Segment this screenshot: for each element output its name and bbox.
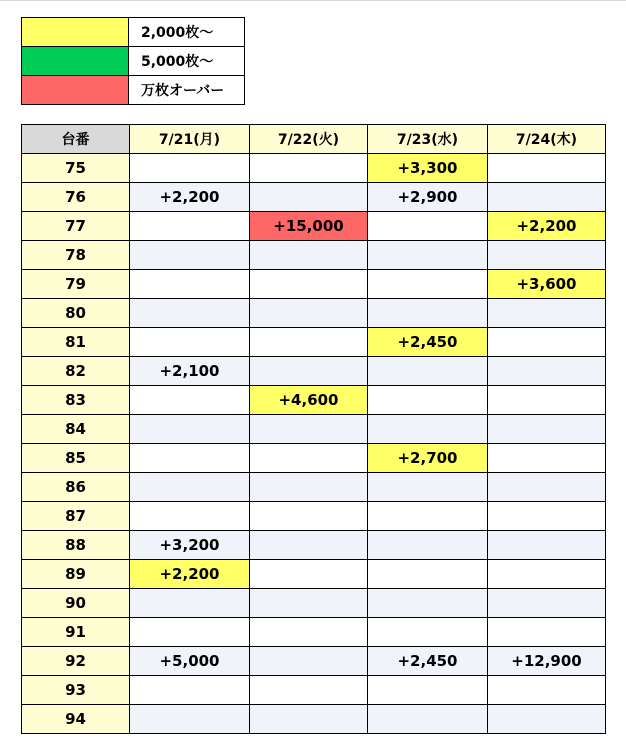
payout-cell[interactable] (488, 444, 606, 473)
payout-cell[interactable] (130, 154, 250, 183)
payout-cell[interactable] (130, 444, 250, 473)
machine-number-cell[interactable]: 81 (22, 328, 130, 357)
payout-cell[interactable] (488, 357, 606, 386)
payout-cell[interactable] (130, 589, 250, 618)
legend-row (22, 18, 245, 47)
machine-number-cell[interactable]: 77 (22, 212, 130, 241)
payout-cell[interactable] (488, 676, 606, 705)
legend-color-swatch (22, 18, 129, 47)
table-row (22, 415, 606, 444)
payout-cell[interactable] (368, 357, 488, 386)
table-header-row (22, 125, 606, 154)
machine-number-cell[interactable]: 79 (22, 270, 130, 299)
payout-cell[interactable]: +5,000 (130, 647, 250, 676)
legend-label: 万枚オーバー (129, 76, 245, 105)
payout-cell[interactable] (488, 299, 606, 328)
payout-cell[interactable] (368, 299, 488, 328)
payout-cell[interactable] (130, 705, 250, 734)
payout-cell[interactable] (250, 647, 368, 676)
table-row (22, 618, 606, 647)
payout-cell[interactable]: +12,900 (488, 647, 606, 676)
payout-cell[interactable] (250, 531, 368, 560)
machine-number-cell[interactable]: 92 (22, 647, 130, 676)
payout-cell[interactable] (488, 415, 606, 444)
payout-cell[interactable]: +15,000 (250, 212, 368, 241)
legend-row (22, 47, 245, 76)
table-row (22, 502, 606, 531)
payout-cell[interactable] (488, 473, 606, 502)
table-row (22, 299, 606, 328)
top-border-line (0, 0, 626, 1)
payout-cell[interactable] (368, 270, 488, 299)
payout-cell[interactable] (368, 531, 488, 560)
payout-cell[interactable] (250, 357, 368, 386)
legend-row (22, 76, 245, 105)
date-column-header[interactable]: 7/21(月) (130, 125, 250, 154)
table-row (22, 212, 606, 241)
payout-cell[interactable] (368, 473, 488, 502)
payout-cell[interactable] (488, 328, 606, 357)
machine-number-cell[interactable]: 93 (22, 676, 130, 705)
payout-cell[interactable] (130, 212, 250, 241)
payout-cell[interactable] (130, 241, 250, 270)
legend-color-swatch (22, 76, 129, 105)
machine-number-cell[interactable]: 88 (22, 531, 130, 560)
payout-cell[interactable] (488, 560, 606, 589)
payout-cell[interactable] (250, 589, 368, 618)
payout-cell[interactable] (130, 299, 250, 328)
payout-cell[interactable] (250, 705, 368, 734)
table-row (22, 328, 606, 357)
payout-cell[interactable] (250, 183, 368, 212)
machine-number-cell[interactable]: 86 (22, 473, 130, 502)
payout-cell[interactable] (368, 212, 488, 241)
machine-number-cell[interactable]: 76 (22, 183, 130, 212)
payout-cell[interactable]: +2,450 (368, 328, 488, 357)
payout-cell[interactable] (368, 241, 488, 270)
payout-cell[interactable]: +2,450 (368, 647, 488, 676)
payout-cell[interactable] (488, 502, 606, 531)
machine-number-cell[interactable]: 80 (22, 299, 130, 328)
table-row (22, 386, 606, 415)
payout-cell[interactable] (130, 386, 250, 415)
table-row (22, 154, 606, 183)
payout-cell[interactable] (488, 183, 606, 212)
payout-cell[interactable] (368, 618, 488, 647)
payout-cell[interactable]: +3,300 (368, 154, 488, 183)
payout-cell[interactable] (368, 415, 488, 444)
payout-cell[interactable]: +2,100 (130, 357, 250, 386)
payout-cell[interactable] (250, 328, 368, 357)
date-column-header[interactable]: 7/22(火) (250, 125, 368, 154)
table-row (22, 444, 606, 473)
payout-cell[interactable] (368, 676, 488, 705)
payout-cell[interactable]: +2,200 (488, 212, 606, 241)
payout-cell[interactable] (488, 531, 606, 560)
payout-cell[interactable]: +2,700 (368, 444, 488, 473)
payout-cell[interactable] (130, 415, 250, 444)
table-row (22, 647, 606, 676)
table-row (22, 357, 606, 386)
payout-cell[interactable] (488, 154, 606, 183)
payout-cell[interactable]: +2,900 (368, 183, 488, 212)
payout-cell[interactable] (488, 241, 606, 270)
payout-cell[interactable] (130, 328, 250, 357)
payout-cell[interactable] (250, 618, 368, 647)
payout-cell[interactable] (488, 618, 606, 647)
table-row (22, 270, 606, 299)
payout-cell[interactable] (250, 676, 368, 705)
legend-table (21, 17, 245, 105)
table-row (22, 241, 606, 270)
legend-label: 2,000枚～ (129, 18, 245, 47)
legend-color-swatch (22, 47, 129, 76)
machine-number-cell[interactable]: 91 (22, 618, 130, 647)
payout-table (21, 124, 606, 734)
table-row (22, 560, 606, 589)
legend-label: 5,000枚～ (129, 47, 245, 76)
payout-cell[interactable]: +2,200 (130, 183, 250, 212)
table-row (22, 473, 606, 502)
payout-cell[interactable] (130, 618, 250, 647)
payout-cell[interactable] (488, 705, 606, 734)
table-row (22, 183, 606, 212)
payout-cell[interactable] (130, 502, 250, 531)
payout-cell[interactable] (368, 705, 488, 734)
machine-number-cell[interactable]: 83 (22, 386, 130, 415)
machine-number-cell[interactable]: 89 (22, 560, 130, 589)
machine-number-cell[interactable]: 82 (22, 357, 130, 386)
payout-cell[interactable] (368, 560, 488, 589)
machine-number-cell[interactable]: 90 (22, 589, 130, 618)
payout-cell[interactable] (250, 154, 368, 183)
payout-cell[interactable] (250, 444, 368, 473)
payout-cell[interactable] (368, 502, 488, 531)
payout-cell[interactable] (488, 589, 606, 618)
machine-number-header[interactable]: 台番 (22, 125, 130, 154)
date-column-header[interactable]: 7/24(木) (488, 125, 606, 154)
payout-cell[interactable] (250, 270, 368, 299)
table-row (22, 531, 606, 560)
table-body (22, 154, 606, 734)
payout-cell[interactable] (130, 676, 250, 705)
payout-cell[interactable] (250, 299, 368, 328)
payout-cell[interactable] (130, 473, 250, 502)
payout-cell[interactable]: +2,200 (130, 560, 250, 589)
payout-cell[interactable] (368, 589, 488, 618)
payout-cell[interactable] (250, 502, 368, 531)
machine-number-cell[interactable]: 85 (22, 444, 130, 473)
payout-cell[interactable] (488, 386, 606, 415)
date-column-header[interactable]: 7/23(水) (368, 125, 488, 154)
payout-cell[interactable] (250, 473, 368, 502)
machine-number-cell[interactable]: 94 (22, 705, 130, 734)
table-row (22, 705, 606, 734)
payout-cell[interactable] (250, 241, 368, 270)
machine-number-cell[interactable]: 78 (22, 241, 130, 270)
machine-number-cell[interactable]: 75 (22, 154, 130, 183)
table-row (22, 676, 606, 705)
machine-number-cell[interactable]: 84 (22, 415, 130, 444)
payout-cell[interactable] (368, 386, 488, 415)
payout-cell[interactable]: +4,600 (250, 386, 368, 415)
payout-cell[interactable]: +3,600 (488, 270, 606, 299)
payout-cell[interactable] (130, 270, 250, 299)
payout-cell[interactable] (250, 560, 368, 589)
machine-number-cell[interactable]: 87 (22, 502, 130, 531)
legend-body (22, 18, 245, 105)
table-row (22, 589, 606, 618)
payout-cell[interactable]: +3,200 (130, 531, 250, 560)
payout-cell[interactable] (250, 415, 368, 444)
